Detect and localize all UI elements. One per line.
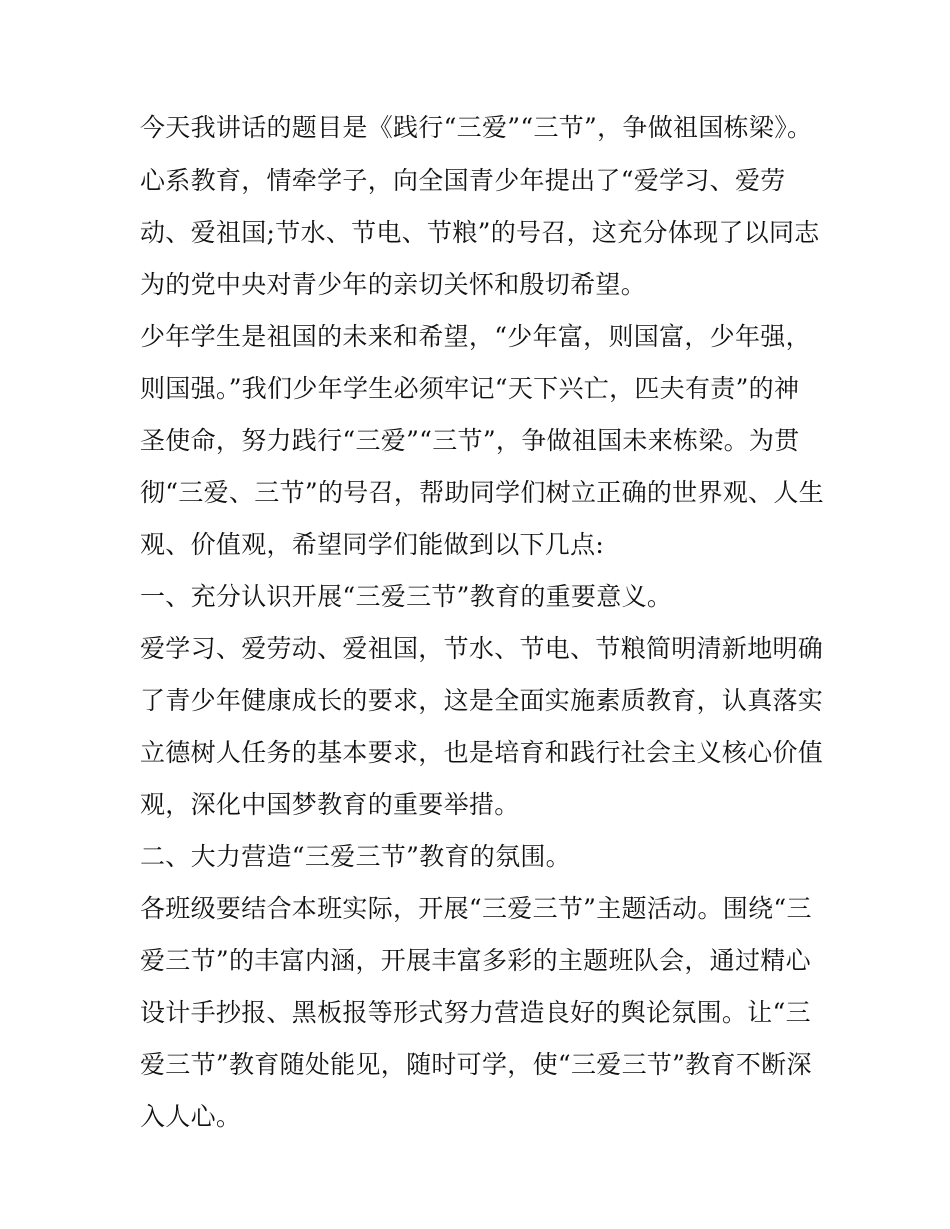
text-line: 为的党中央对青少年的亲切关怀和殷切希望。 [140,270,647,299]
section-heading: 二、大力营造“三爱三节”教育的氛围。 [140,842,571,871]
text-line: 圣使命，努力践行“三爱”“三节”，争做祖国未来栋梁。为贯 [140,426,800,455]
text-line: 了青少年健康成长的要求，这是全面实施素质教育，认真落实 [140,686,824,715]
text-line: 观，深化中国梦教育的重要举措。 [140,790,520,819]
text-line: 设计手抄报、黑板报等形式努力营造良好的舆论氛围。让“三 [140,998,811,1027]
section-heading: 一、充分认识开展“三爱三节”教育的重要意义。 [140,582,673,611]
text-line: 今天我讲话的题目是《践行“三爱”“三节”，争做祖国栋梁》。 [140,113,813,142]
text-line: 各班级要结合本班实际，开展“三爱三节”主题活动。围绕“三 [140,894,812,923]
text-line: 少年学生是祖国的未来和希望，“少年富，则国富，少年强， [140,322,811,351]
text-line: 爱学习、爱劳动、爱祖国，节水、节电、节粮简明清新地明确 [140,634,824,663]
text-line: 爱三节”教育随处能见，随时可学，使“三爱三节”教育不断深 [140,1050,812,1079]
text-line: 则国强。”我们少年学生必须牢记“天下兴亡，匹夫有责”的神 [140,374,800,403]
text-line: 动、爱祖国;节水、节电、节粮”的号召，这充分体现了以同志 [140,218,820,247]
text-line: 入人心。 [140,1102,242,1131]
text-line: 观、价值观，希望同学们能做到以下几点: [140,530,605,559]
text-line: 爱三节”的丰富内涵，开展丰富多彩的主题班队会，通过精心 [140,946,811,975]
text-line: 心系教育，情牵学子，向全国青少年提出了“爱学习、爱劳 [140,166,786,195]
text-line: 立德树人任务的基本要求，也是培育和践行社会主义核心价值 [140,738,824,767]
text-line: 彻“三爱、三节”的号召，帮助同学们树立正确的世界观、人生 [140,478,824,507]
